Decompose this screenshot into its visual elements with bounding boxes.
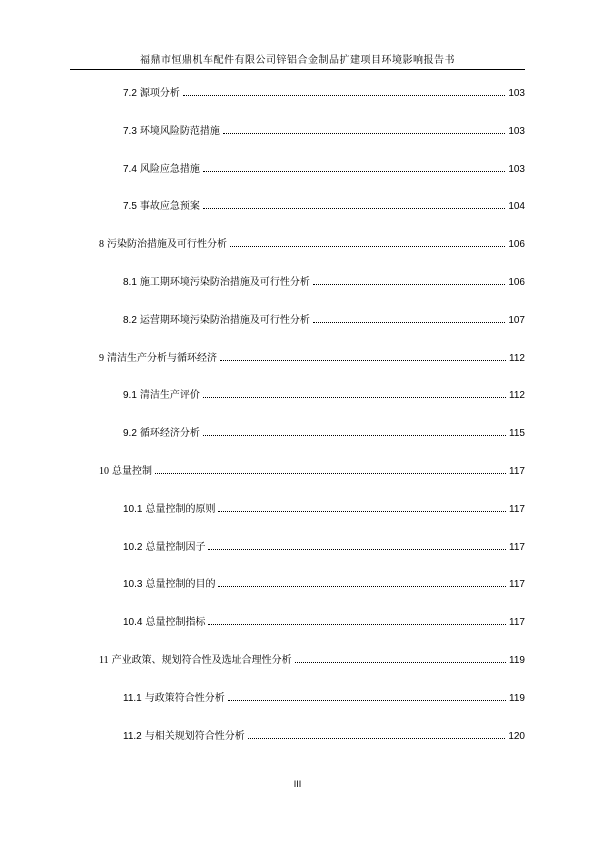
toc-entry-page: 103: [508, 88, 525, 99]
toc-entry[interactable]: [123, 612, 525, 628]
toc-dot-leader: [208, 624, 506, 625]
toc-dot-leader: [228, 700, 506, 701]
toc-entry-title: 风险应急措施: [139, 163, 200, 175]
toc-entry-number: 10: [99, 466, 109, 477]
toc-entry-title: 总量控制: [112, 466, 152, 477]
toc-dot-leader: [220, 360, 506, 361]
toc-dot-leader: [208, 549, 506, 550]
toc-entry-title: 污染防治措施及可行性分析: [107, 239, 227, 251]
toc-dot-leader: [203, 171, 505, 172]
toc-dot-leader: [203, 208, 505, 209]
toc-dot-leader: [183, 95, 505, 96]
toc-entry[interactable]: [123, 423, 525, 439]
toc-entry-title: 产业政策、规划符合性及选址合理性分析: [111, 655, 292, 666]
toc-entry-number: 7.2: [123, 88, 137, 99]
toc-entry-number: 9: [99, 352, 104, 364]
toc-entry-title: 与政策符合性分析: [144, 692, 225, 704]
toc-entry-title: 总量控制的目的: [145, 579, 216, 591]
toc-dot-leader: [218, 511, 506, 512]
toc-entry-page: 117: [509, 466, 525, 477]
toc-entry[interactable]: [99, 650, 525, 666]
page-number: III: [293, 779, 302, 789]
toc-entry-title: 源项分析: [139, 88, 180, 99]
toc-entry[interactable]: [99, 461, 525, 477]
toc-entry[interactable]: [123, 196, 525, 212]
toc-entry[interactable]: [123, 310, 525, 326]
toc-entry-number: 10.3: [123, 579, 143, 591]
toc-entry[interactable]: [123, 499, 525, 515]
toc-entry-title: 施工期环境污染防治措施及可行性分析: [139, 277, 310, 288]
toc-entry-page: 119: [509, 655, 525, 666]
toc-entry[interactable]: [123, 159, 525, 175]
toc-entry-title: 清洁生产分析与循环经济: [107, 352, 217, 364]
toc-entry-page: 107: [508, 314, 525, 326]
toc-entry-number: 11.2: [123, 730, 142, 742]
toc-entry-page: 106: [508, 239, 525, 251]
toc-dot-leader: [313, 322, 505, 323]
toc-entry-title: 循环经济分析: [139, 428, 200, 440]
toc-entry-number: 8.1: [123, 277, 137, 288]
toc-dot-leader: [155, 473, 506, 474]
toc-entry-title: 总量控制的原则: [145, 503, 216, 515]
toc-entry-number: 10.4: [123, 617, 143, 629]
toc-entry[interactable]: [123, 726, 525, 742]
toc-entry-number: 9.1: [123, 390, 137, 402]
toc-entry[interactable]: [123, 272, 525, 288]
toc-entry[interactable]: [123, 688, 525, 704]
toc-entry-number: 8.2: [123, 314, 137, 326]
toc-entry[interactable]: [123, 574, 525, 590]
toc-entry-title: 与相关规划符合性分析: [144, 730, 245, 742]
toc-entry[interactable]: [99, 234, 525, 250]
toc-entry-page: 119: [509, 692, 525, 704]
toc-entry-page: 120: [508, 730, 525, 742]
toc-dot-leader: [230, 246, 505, 247]
toc-dot-leader: [295, 662, 506, 663]
toc-entry-title: 总量控制指标: [145, 617, 206, 629]
toc-entry-number: 7.4: [123, 163, 137, 175]
toc-entry[interactable]: [123, 537, 525, 553]
toc-entry-title: 清洁生产评价: [139, 390, 200, 402]
toc-entry-page: 117: [509, 541, 525, 553]
toc-entry-page: 117: [509, 579, 525, 591]
toc-entry[interactable]: [99, 348, 525, 364]
toc-entry-page: 106: [508, 277, 525, 288]
toc-entry-page: 104: [508, 201, 525, 213]
toc-entry-page: 103: [508, 163, 525, 175]
running-header: 福鼎市恒鼎机车配件有限公司锌铝合金制品扩建项目环境影响报告书: [140, 55, 455, 66]
toc-entry[interactable]: [123, 385, 525, 401]
toc-dot-leader: [248, 738, 506, 739]
toc-entry-title: 事故应急预案: [139, 201, 200, 213]
toc-dot-leader: [313, 284, 505, 285]
toc-dot-leader: [203, 435, 506, 436]
toc-entry[interactable]: [123, 121, 525, 137]
toc-entry-number: 10.2: [123, 541, 143, 553]
toc-dot-leader: [203, 397, 506, 398]
toc-entry-number: 7.3: [123, 125, 137, 137]
toc-dot-leader: [223, 133, 505, 134]
toc-entry-page: 112: [509, 352, 525, 364]
toc-entry-page: 112: [509, 390, 525, 402]
toc-entry-title: 总量控制因子: [145, 541, 206, 553]
toc-entry-page: 117: [509, 503, 525, 515]
toc-entry-title: 运营期环境污染防治措施及可行性分析: [139, 314, 310, 326]
toc-dot-leader: [218, 586, 506, 587]
toc-entry-number: 11.1: [123, 692, 142, 704]
toc-entry-number: 11: [99, 655, 109, 666]
toc-entry-page: 103: [508, 125, 525, 137]
toc-entry-number: 10.1: [123, 503, 143, 515]
toc-entry-page: 117: [509, 617, 525, 629]
toc-entry[interactable]: [123, 83, 525, 99]
toc-entry-page: 115: [509, 428, 525, 440]
toc-entry-number: 8: [99, 239, 104, 251]
toc-entry-number: 9.2: [123, 428, 137, 440]
toc-entry-number: 7.5: [123, 201, 137, 213]
toc-entry-title: 环境风险防范措施: [139, 125, 220, 137]
